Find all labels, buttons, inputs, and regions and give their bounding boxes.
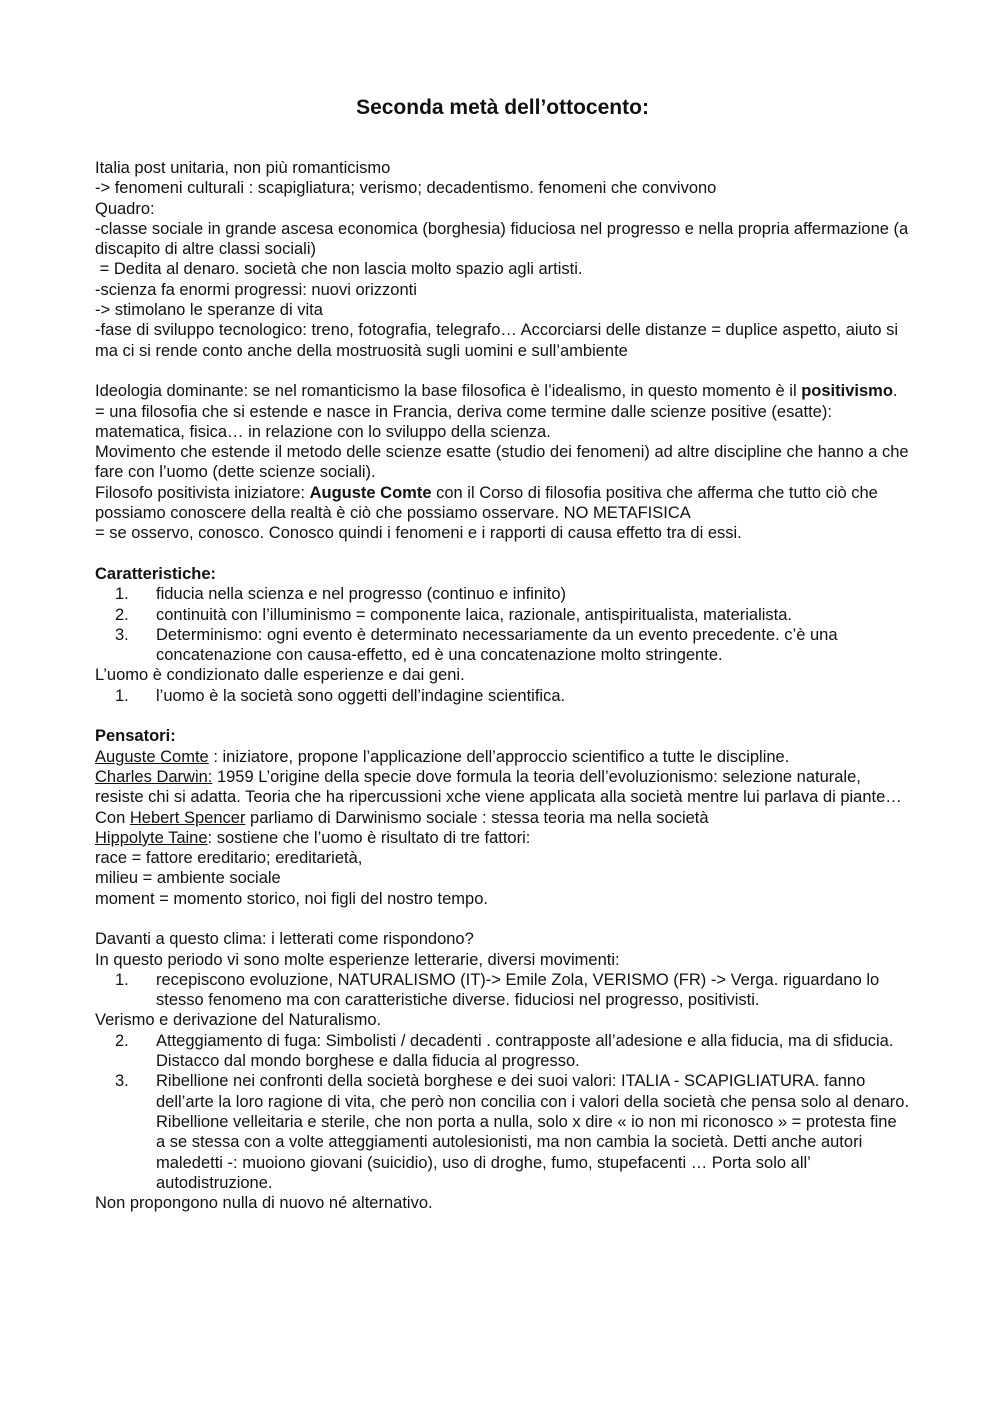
positivismo-term: positivismo: [801, 382, 893, 401]
list-text: Determinismo: ogni evento è determinato necessariamente da un evento precedente. c’è una concatenazione con causa-effetto, ed è una concatenazione molto stringente.: [156, 625, 838, 665]
intro-line: -> fenomeni culturali : scapigliatura; verismo; decadentismo. fenomeni che convivono: [95, 179, 717, 198]
list-item: [95, 625, 910, 666]
comte-text: : iniziatore, propone l’applicazione dell’approccio scientifico a tutte le discipline.: [208, 747, 790, 766]
caratteristiche-note: L’uomo è condizionato dalle esperienze e dai geni.: [95, 666, 465, 685]
letterati-end: Non propongono nulla di nuovo né alternativo.: [95, 1194, 433, 1213]
list-text: continuità con l’illuminismo = componente laica, razionale, antispiritualista, materialista.: [156, 605, 793, 624]
taine-factor-moment: moment = momento storico, noi figli del nostro tempo.: [95, 889, 488, 908]
comte-bold: Auguste Comte: [309, 483, 432, 502]
list-number: 1.: [115, 585, 129, 604]
spencer-pre: Con: [95, 808, 130, 827]
ideologia-line: = se osservo, conosco. Conosco quindi i fenomeni e i rapporti di causa effetto tra di essi.: [95, 524, 742, 543]
list-text: Ribellione nei confronti della società borghese e dei suoi valori: ITALIA - SCAPIGLIATURA. fanno dell’arte la loro ragione di vita, che però non concilia con i valori della società che pensa solo al denaro. Ribellione velleitaria e sterile, che non porta a nulla, solo x dire « io non mi riconosco » = protesta fine a se stessa con a volte atteggiamenti autolesionisti, ma non cambia la società. Detti anche autori maledetti -: muoiono giovani (suicidio), uso di droghe, fumo, stupefacenti … Porta solo all’ autodistruzione.: [156, 1072, 910, 1192]
list-number: 3.: [115, 1072, 129, 1091]
taine-text: : sostiene che l’uomo è risultato di tre fattori:: [207, 828, 531, 847]
ideologia-punct: .: [892, 382, 898, 401]
spencer-name: Hebert Spencer: [129, 808, 246, 827]
list-text: fiducia nella scienza e nel progresso (continuo e infinito): [156, 585, 566, 604]
intro-line: -classe sociale in grande ascesa economica (borghesia) fiduciosa nel progresso e nella propria affermazione (a discapito di altre classi sociali): [95, 219, 909, 259]
taine-factor-race: race = fattore ereditario; ereditarietà,: [95, 849, 363, 868]
ideologia-text: Ideologia dominante: se nel romanticismo la base filosofica è l’idealismo, in questo momento è il: [95, 382, 802, 401]
darwin-name: Charles Darwin:: [95, 767, 213, 786]
list-item: [95, 1031, 910, 1072]
list-text: l’uomo è la società sono oggetti dell’indagine scientifica.: [156, 686, 566, 705]
taine-name: Hippolyte Taine: [95, 828, 208, 847]
intro-line: -scienza fa enormi progressi: nuovi orizzonti: [95, 280, 417, 299]
list-number: 3.: [115, 625, 129, 644]
letterati-line: Davanti a questo clima: i letterati come rispondono?: [95, 930, 474, 949]
intro-line: Quadro:: [95, 199, 155, 218]
page-title: Seconda metà dell’ottocento:: [356, 96, 649, 119]
pensatore-comte: [95, 747, 910, 767]
ideologia-line: = una filosofia che si estende e nasce in Francia, deriva come termine dalle scienze positive (esatte): matematica, fisica… in relazione con lo sviluppo della scienza.: [95, 402, 832, 441]
intro-line: -fase di sviluppo tecnologico: treno, fotografia, telegrafo… Accorciarsi delle distanze = duplice aspetto, aiuto si ma ci si rende conto anche della mostruosità sugli uomini e sull’ambiente: [95, 321, 898, 360]
ideologia-text: con il Corso di filosofia positiva che afferma che tutto ciò che possiamo conoscere della realtà è ciò che possiamo osservare. NO METAFISICA: [95, 483, 878, 523]
spencer-text: parliamo di Darwinismo sociale : stessa teoria ma nella società: [245, 808, 709, 827]
letterati-line: In questo periodo vi sono molte esperienze letterarie, diversi movimenti:: [95, 950, 620, 969]
caratteristiche-heading: Caratteristiche:: [95, 564, 217, 583]
taine-factor-milieu: milieu = ambiente sociale: [95, 869, 281, 888]
intro-line: Italia post unitaria, non più romanticismo: [95, 159, 391, 177]
letterati-note: Verismo e derivazione del Naturalismo.: [95, 1011, 382, 1030]
list-text: recepiscono evoluzione, NATURALISMO (IT)-> Emile Zola, VERISMO (FR) -> Verga. riguardano lo stesso fenomeno ma con caratteristiche diverse. fiduciosi nel progresso, positivisti.: [156, 970, 880, 1010]
list-item: [95, 584, 910, 604]
pensatore-darwin: [95, 767, 910, 808]
list-number: 1.: [115, 686, 129, 705]
intro-line: = Dedita al denaro. società che non lascia molto spazio agli artisti.: [95, 260, 583, 279]
darwin-text: 1959 L’origine della specie dove formula la teoria dell’evoluzionismo: selezione naturale, resiste chi si adatta. Teoria che ha ripercussioni xche viene applicata alla società mentre lui parlava di piante…: [95, 767, 902, 807]
ideologia-paragraph: [95, 381, 910, 401]
document-body: [95, 158, 910, 1213]
ideologia-text: Filosofo positivista iniziatore:: [95, 483, 310, 502]
list-item: [95, 1071, 910, 1193]
list-item: [95, 605, 910, 625]
list-item: [95, 970, 910, 1011]
comte-name: Auguste Comte: [95, 747, 209, 766]
list-number: 2.: [115, 1031, 129, 1050]
pensatori-heading: Pensatori:: [95, 727, 176, 746]
list-number: 2.: [115, 605, 129, 624]
list-item: [95, 686, 910, 706]
pensatore-taine: [95, 828, 910, 848]
document-page: [95, 96, 910, 1213]
intro-line: -> stimolano le speranze di vita: [95, 301, 323, 320]
ideologia-paragraph: [95, 483, 910, 524]
ideologia-line: Movimento che estende il metodo delle scienze esatte (studio dei fenomeni) ad altre discipline che hanno a che fare con l’uomo (dette scienze sociali).: [95, 443, 909, 482]
list-number: 1.: [115, 970, 129, 989]
list-text: Atteggiamento di fuga: Simbolisti / decadenti . contrapposte all’adesione e alla fiducia, ma di sfiducia. Distacco dal mondo borghese e dalla fiducia al progresso.: [156, 1031, 894, 1071]
pensatore-spencer: [95, 808, 910, 828]
